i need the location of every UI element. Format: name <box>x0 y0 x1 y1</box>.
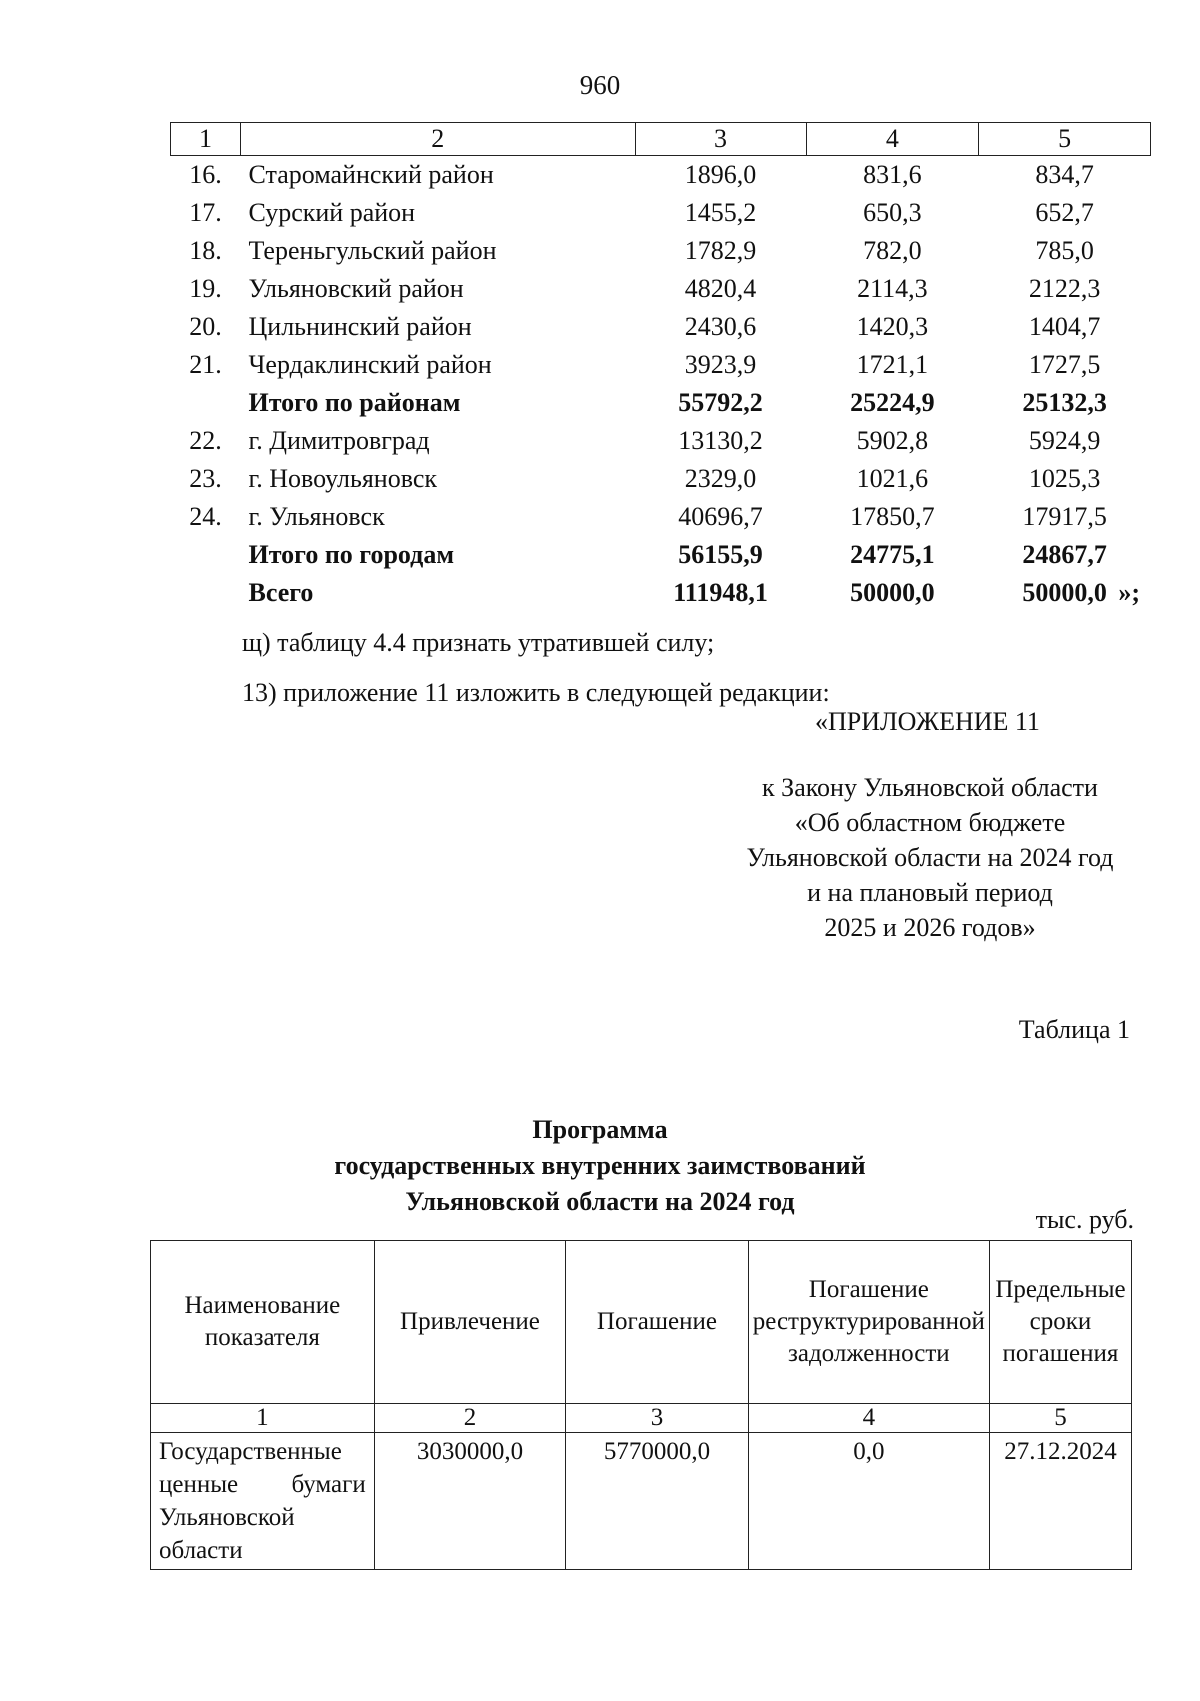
law-line: Ульяновской области на 2024 год <box>746 843 1114 872</box>
column-number-row <box>151 1404 1132 1433</box>
program-title-line: государственных внутренних заимствований <box>334 1151 866 1180</box>
row-number: 23. <box>189 464 222 493</box>
row-value-col5: 652,7 <box>1035 198 1094 227</box>
row-value-col4: 24775,1 <box>850 540 935 569</box>
row-name: Старомайнский район <box>248 160 494 189</box>
item-shch: щ) таблицу 4.4 признать утратившей силу; <box>242 628 715 657</box>
column-number: 1 <box>151 1404 375 1433</box>
row-number: 20. <box>189 312 222 341</box>
table-row <box>171 270 1151 308</box>
row-value-col3: 2329,0 <box>684 464 757 493</box>
row-value-col3: 56155,9 <box>678 540 763 569</box>
row-value-col3: 1896,0 <box>684 160 757 189</box>
row-name: Ульяновский район <box>248 274 464 303</box>
row-name: Всего <box>248 578 314 607</box>
header-cell: 3 <box>635 123 806 156</box>
col-header-repayment: Погашение <box>566 1241 749 1404</box>
table-row <box>151 1433 1132 1570</box>
row-name: Сурский район <box>248 198 416 227</box>
col-header-restructured: Погашение реструктурированной задолженности <box>748 1241 989 1404</box>
row-value-col4: 2114,3 <box>857 274 928 303</box>
row-value-col5: 785,0 <box>1035 236 1094 265</box>
program-title <box>0 1112 1200 1220</box>
law-line: 2025 и 2026 годов» <box>824 913 1036 942</box>
row-value-col3: 4820,4 <box>684 274 757 303</box>
column-number: 5 <box>989 1404 1131 1433</box>
row-name: Итого по городам <box>248 540 455 569</box>
row-value-col3: 3923,9 <box>684 350 757 379</box>
table-row <box>171 194 1151 232</box>
row-value-col5: 50000,0 <box>1022 578 1107 607</box>
row-value-col4: 1021,6 <box>856 464 929 493</box>
row-value-col4: 782,0 <box>863 236 922 265</box>
table-row <box>171 232 1151 270</box>
row-value-col4: 17850,7 <box>850 502 935 531</box>
row-value-col3: 111948,1 <box>673 578 768 607</box>
row-number: 22. <box>189 426 222 455</box>
row-restructured: 0,0 <box>748 1433 989 1570</box>
row-value-col4: 1721,1 <box>856 350 929 379</box>
row-value-col4: 650,3 <box>863 198 922 227</box>
row-repayment: 5770000,0 <box>566 1433 749 1570</box>
table-row <box>171 460 1151 498</box>
item-13: 13) приложение 11 изложить в следующей редакции: <box>242 678 830 707</box>
row-name: Итого по районам <box>248 388 461 417</box>
table-row <box>171 422 1151 460</box>
borrowing-header-row <box>151 1241 1132 1404</box>
table-row <box>171 308 1151 346</box>
row-value-col3: 40696,7 <box>678 502 763 531</box>
row-value-col3: 1782,9 <box>684 236 757 265</box>
program-title-line: Ульяновской области на 2024 год <box>405 1187 795 1216</box>
table-label: Таблица 1 <box>1018 1015 1130 1044</box>
law-reference <box>720 770 1140 945</box>
row-value-col5: 2122,3 <box>1028 274 1101 303</box>
district-table <box>170 122 1151 612</box>
row-value-col5: 17917,5 <box>1022 502 1107 531</box>
col-header-name: Наименование показателя <box>151 1241 375 1404</box>
law-line: «Об областном бюджете <box>794 808 1066 837</box>
row-name: Тереньгульский район <box>248 236 497 265</box>
row-attraction: 3030000,0 <box>374 1433 565 1570</box>
row-value-col5: 5924,9 <box>1028 426 1101 455</box>
table-row <box>171 384 1151 422</box>
units-label: тыс. руб. <box>1035 1205 1134 1234</box>
row-number: 16. <box>189 160 222 189</box>
row-name: Государственные ценные бумаги Ульяновской области <box>151 1433 375 1570</box>
header-cell: 2 <box>241 123 636 156</box>
table-row <box>171 346 1151 384</box>
header-cell: 4 <box>806 123 979 156</box>
row-value-col3: 2430,6 <box>684 312 757 341</box>
row-number <box>171 536 241 574</box>
row-number: 18. <box>189 236 222 265</box>
law-line: к Закону Ульяновской области <box>762 773 1098 802</box>
table-row <box>171 498 1151 536</box>
row-value-col4: 1420,3 <box>856 312 929 341</box>
column-number: 2 <box>374 1404 565 1433</box>
closing-quote: »; <box>1118 578 1140 607</box>
table-row <box>171 574 1151 612</box>
borrowing-table <box>150 1240 1132 1570</box>
district-table-body <box>171 156 1151 613</box>
law-line: и на плановый период <box>807 878 1053 907</box>
row-number: 24. <box>189 502 222 531</box>
row-number: 21. <box>189 350 222 379</box>
row-value-col5: 1025,3 <box>1028 464 1101 493</box>
row-number <box>171 574 241 612</box>
row-name: г. Димитровград <box>248 426 430 455</box>
col-header-deadline: Предельные сроки погашения <box>989 1241 1131 1404</box>
row-name: г. Новоульяновск <box>248 464 437 493</box>
row-value-col4: 5902,8 <box>856 426 929 455</box>
row-deadline: 27.12.2024 <box>989 1433 1131 1570</box>
header-cell: 1 <box>171 123 241 156</box>
row-number <box>171 384 241 422</box>
row-number: 19. <box>189 274 222 303</box>
row-value-col4: 50000,0 <box>850 578 935 607</box>
row-number: 17. <box>189 198 222 227</box>
row-value-col5: 1727,5 <box>1028 350 1101 379</box>
row-value-col4: 25224,9 <box>850 388 935 417</box>
row-value-col3: 13130,2 <box>678 426 763 455</box>
row-value-col5: 24867,7 <box>1022 540 1107 569</box>
header-cell: 5 <box>979 123 1151 156</box>
table-row <box>171 536 1151 574</box>
row-value-col5: 834,7 <box>1035 160 1094 189</box>
column-number: 4 <box>748 1404 989 1433</box>
column-number: 3 <box>566 1404 749 1433</box>
row-value-col4: 831,6 <box>863 160 922 189</box>
row-name: Цильнинский район <box>248 312 472 341</box>
page-number: 960 <box>579 70 621 100</box>
row-name: Чердаклинский район <box>248 350 492 379</box>
appendix-title: «ПРИЛОЖЕНИЕ 11 <box>815 707 1040 736</box>
table-header-row <box>171 123 1151 156</box>
row-value-col5: 25132,3 <box>1022 388 1107 417</box>
table-row <box>171 156 1151 195</box>
program-title-line: Программа <box>532 1115 668 1144</box>
row-value-col3: 1455,2 <box>684 198 757 227</box>
row-value-col5: 1404,7 <box>1028 312 1101 341</box>
col-header-attraction: Привлечение <box>374 1241 565 1404</box>
row-value-col3: 55792,2 <box>678 388 763 417</box>
row-name: г. Ульяновск <box>248 502 385 531</box>
